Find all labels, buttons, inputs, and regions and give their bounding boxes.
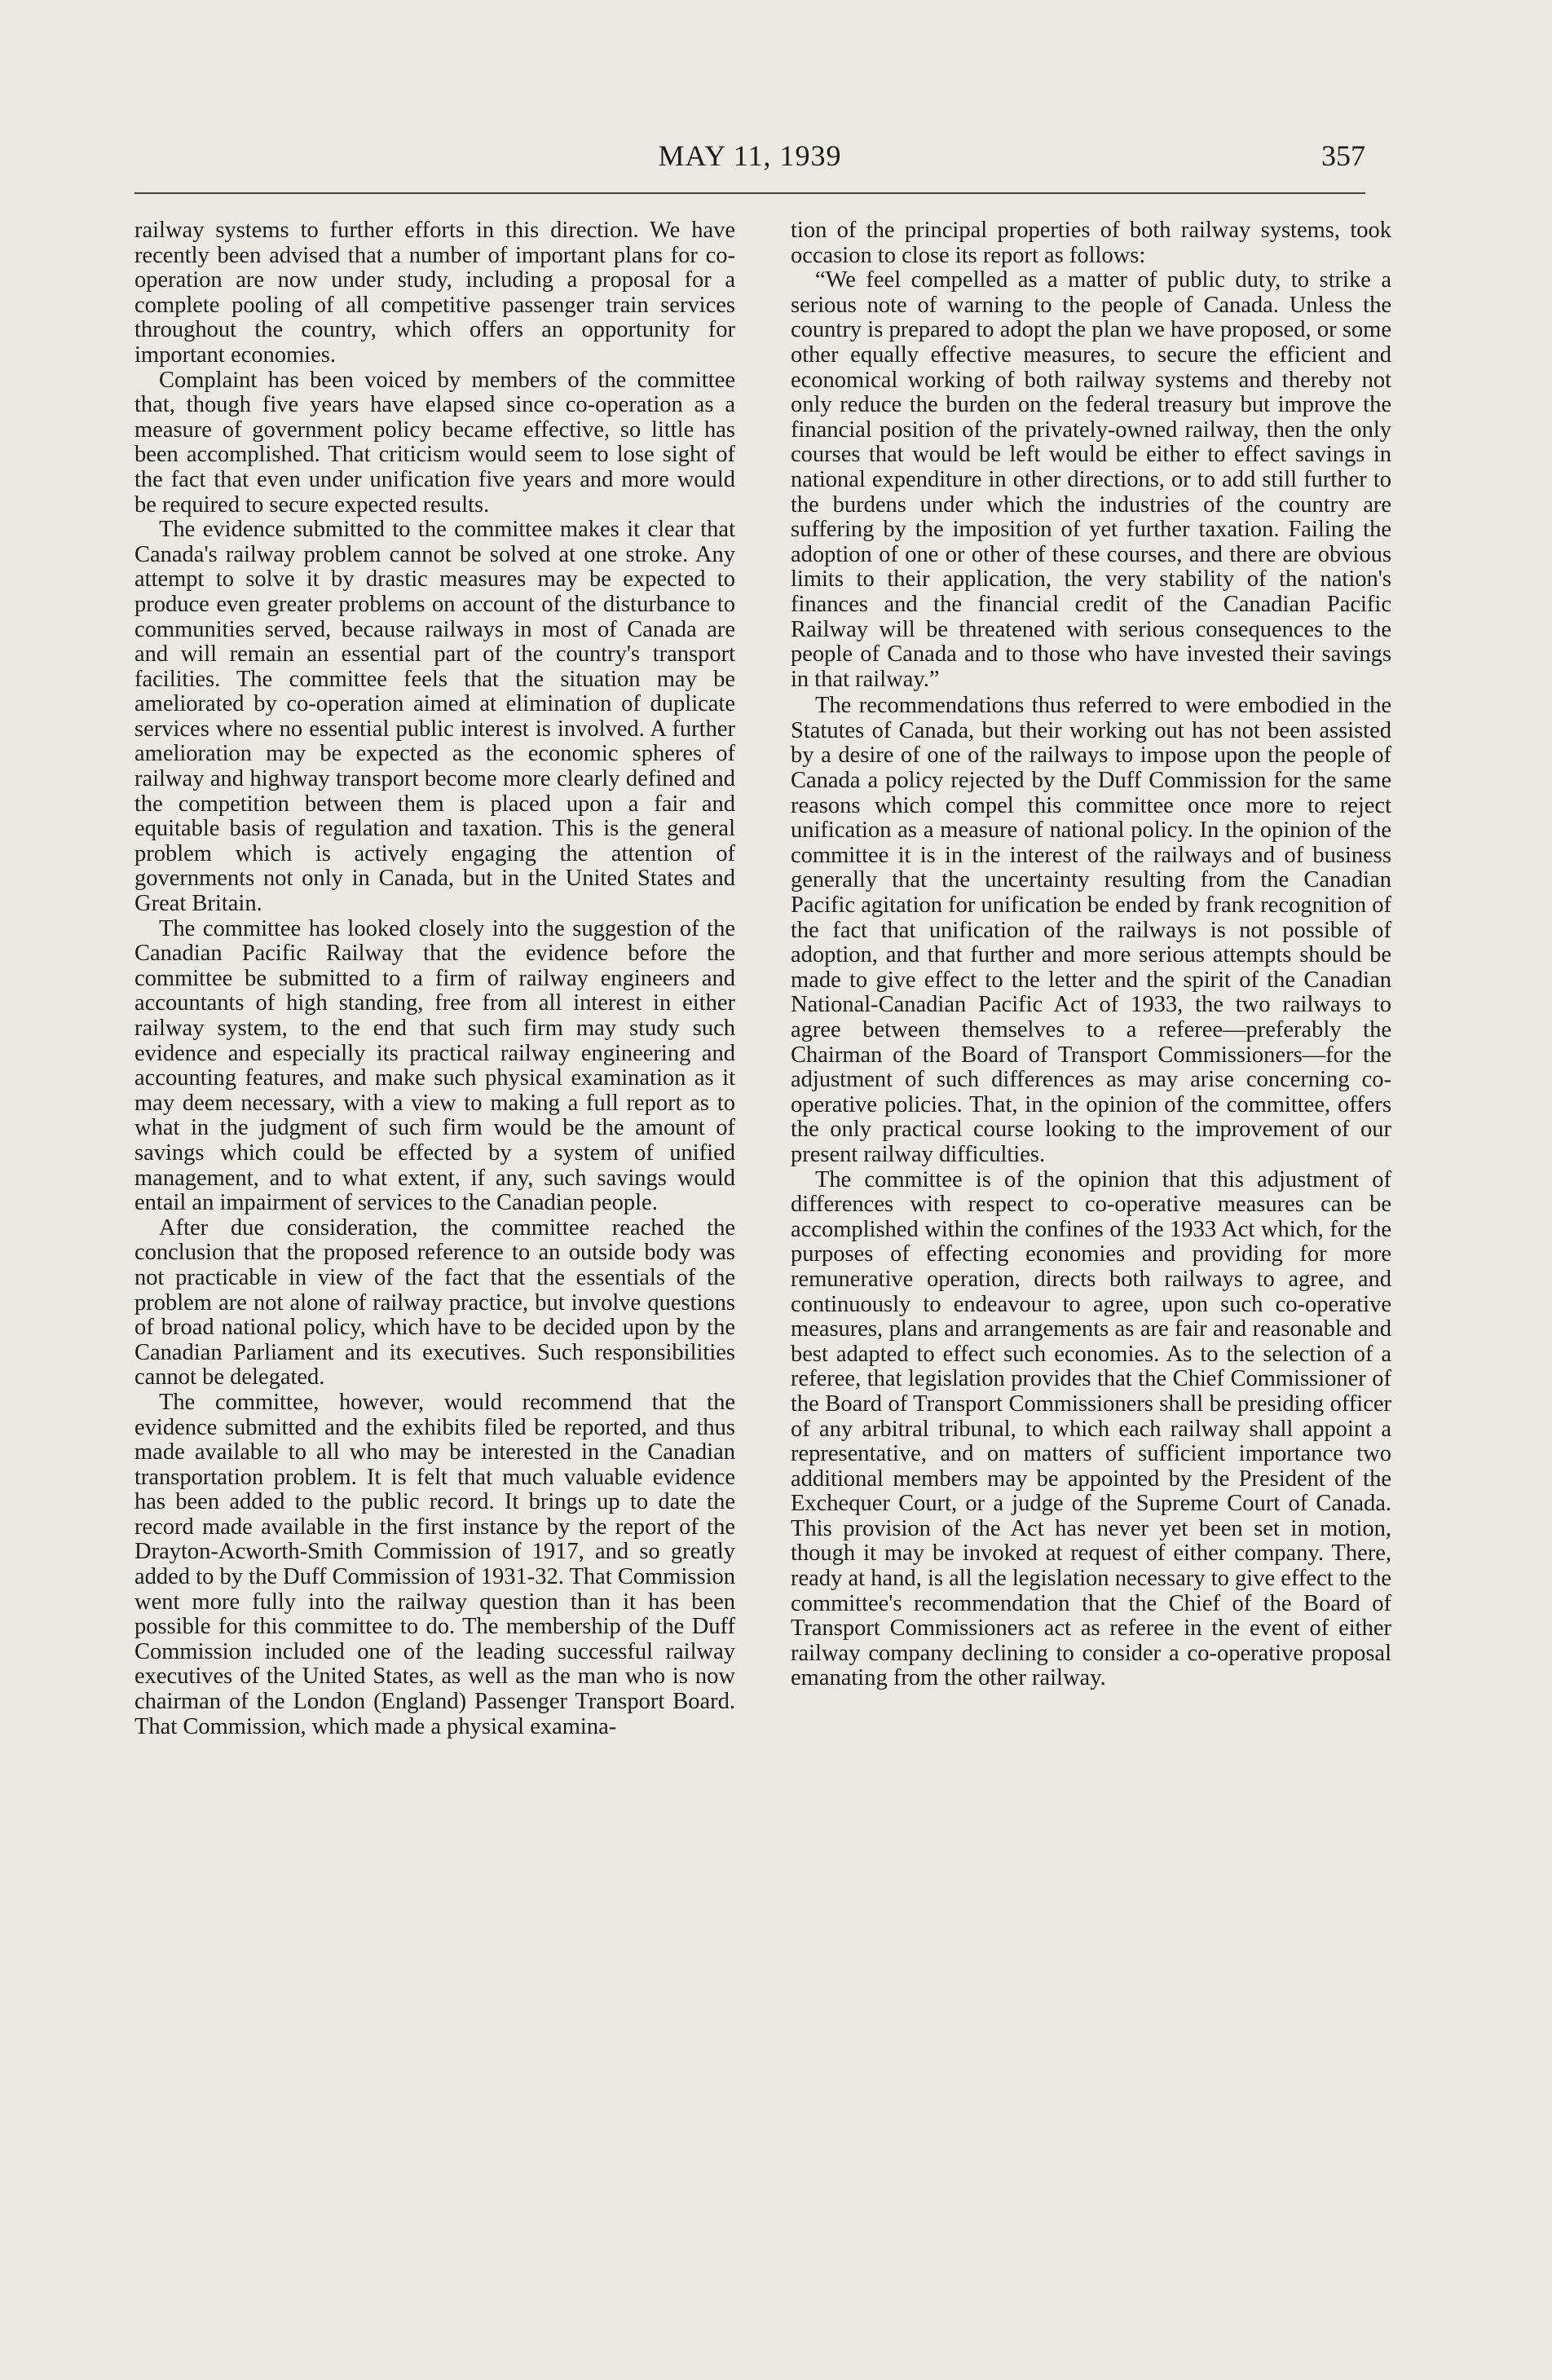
paragraph: railway systems to further efforts in this direction. We have recently been advised that a number of important plans for co-operation are now under study, including a proposal for a complete pooling of all competitive passenger train services throughout the country, which offers an opportunity for important economies. xyxy=(134,218,735,368)
page-number: 357 xyxy=(1321,139,1365,172)
paragraph: After due consideration, the committee reached the conclusion that the proposed reference to an outside body was not practicable in view of the fact that the essentials of the problem are not alone of railway practice, but involve questions of broad national policy, which have to be decided upon by the Canadian Parliament and its executives. Such responsibilities cannot be delegated. xyxy=(134,1214,735,1391)
paragraph: The committee is of the opinion that this adjustment of differences with respect to co-operative measures can be accomplished within the confines of the 1933 Act which, for the purposes of effecting economies and providing for more remunerative operation, directs both railways to agree, and continuously to endeavour to agree, upon such co-operative measures, plans and arrangements as are fair and reasonable and best adapted to effect such economies. As to the selection of a referee, that legislation provides that the Chief Commissioner of the Board of Transport Commissioners shall be presiding officer of any arbitral tribunal, to which each railway shall appoint a representative, and on matters of sufficient importance two additional members may be appointed by the President of the Exchequer Court, or a judge of the Supreme Court of Canada. This provision of the Act has never yet been set in motion, though it may be invoked at request of either company. There, ready at hand, is all the legislation necessary to give effect to the committee's recommendation that the Chief of the Board of Transport Commissioners act as referee in the event of either railway company declining to consider a co-operative proposal emanating from the other railway. xyxy=(791,1166,1391,1691)
right-column xyxy=(791,218,1391,1691)
paragraph: The recommendations thus referred to were embodied in the Statutes of Canada, but their working out has not been assisted by a desire of one of the railways to impose upon the people of Canada a policy rejected by the Duff Commission for the same reasons which compel this committee once more to reject unification as a measure of national policy. In the opinion of the committee it is in the interest of the railways and of business generally that the uncertainty resulting from the Canadian Pacific agitation for unification be ended by frank recognition of the fact that unification of the railways is not possible of adoption, and that further and more serious attempts should be made to give effect to the letter and the spirit of the Canadian National-Canadian Pacific Act of 1933, the two railways to agree between themselves to a referee—preferably the Chairman of the Board of Transport Commissioners—for the adjustment of such differences as may arise concerning co-operative policies. That, in the opinion of the committee, offers the only practical course looking to the improvement of our present railway difficulties. xyxy=(791,693,1391,1167)
paragraph: The evidence submitted to the committee makes it clear that Canada's railway problem cannot be solved at one stroke. Any attempt to solve it by drastic measures may be expected to produce even greater problems on account of the disturbance to communities served, because railways in most of Canada are and will remain an essential part of the country's transport facilities. The committee feels that the situation may be ameliorated by co-operation aimed at elimination of duplicate services where no essential public interest is involved. A further amelioration may be expected as the economic spheres of railway and highway transport become more clearly defined and the competition between them is placed upon a fair and equitable basis of regulation and taxation. This is the general problem which is actively engaging the attention of governments not only in Canada, but in the United States and Great Britain. xyxy=(134,517,735,917)
paragraph: Complaint has been voiced by members of the committee that, though five years have elapsed since co-operation as a measure of government policy became effective, so little has been accomplished. That criticism would seem to lose sight of the fact that even under unification five years and more would be required to secure expected results. xyxy=(134,367,735,518)
paragraph: The committee has looked closely into the suggestion of the Canadian Pacific Railway that the evidence before the committee be submitted to a firm of railway engineers and accountants of high standing, free from all interest in either railway system, to the end that such firm may study such evidence and especially its practical railway engineering and accounting features, and make such physical examination as it may deem necessary, with a view to making a full report as to what in the judgment of such firm would be the amount of savings which could be effected by a system of unified management, and to what extent, if any, such savings would entail an impairment of services to the Canadian people. xyxy=(134,915,735,1216)
paragraph: tion of the principal properties of both railway systems, took occasion to close its report as follows: xyxy=(791,218,1391,268)
paragraph: The committee, however, would recommend that the evidence submitted and the exhibits filed be reported, and thus made available to all who may be interested in the Canadian transportation problem. It is felt that much valuable evidence has been added to the public record. It brings up to date the record made available in the first instance by the report of the Drayton-Acworth-Smith Commission of 1917, and so greatly added to by the Duff Commission of 1931-32. That Commission went more fully into the railway question than it has been possible for this committee to do. The membership of the Duff Commission included one of the leading successful railway executives of the United States, as well as the man who is now chairman of the London (England) Passenger Transport Board. That Commission, which made a physical examina- xyxy=(134,1389,735,1739)
left-column xyxy=(134,218,735,1739)
quoted-passage: “We feel compelled as a matter of public duty, to strike a serious note of warning to the people of Canada. Unless the country is prepared to adopt the plan we have proposed, or some other equally effective measures, to secure the efficient and economical working of both railway systems and thereby not only reduce the burden on the federal treasury but improve the financial position of the privately-owned railway, then the only courses that would be left would be either to effect savings in national expenditure in other directions, or to add still further to the burdens under which the industries of the country are suffering by the imposition of yet further taxation. Failing the adoption of one or other of these courses, and there are obvious limits to their application, the very stability of the nation's finances and the financial credit of the Canadian Pacific Railway will be threatened with serious consequences to the people of Canada and to those who have invested their savings in that railway.” xyxy=(791,267,1391,692)
header-rule xyxy=(134,192,1365,194)
page-header xyxy=(134,139,1365,187)
page-date: MAY 11, 1939 xyxy=(658,139,842,172)
